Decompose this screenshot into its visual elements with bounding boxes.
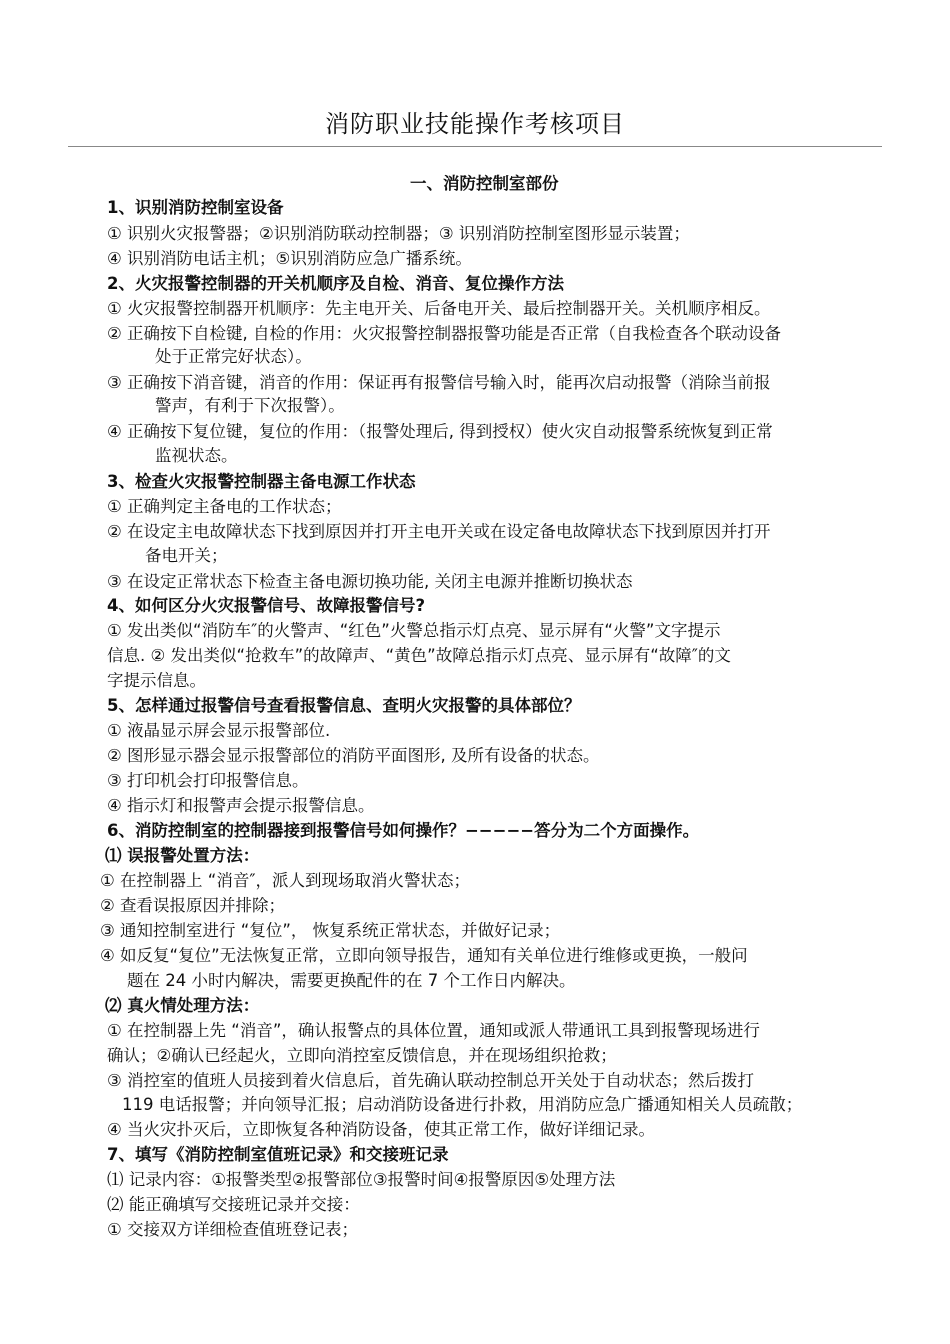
title-divider [68, 146, 882, 147]
text-line: ① 在控制器上 “消音″，派人到现场取消火警状态； [100, 871, 470, 890]
text-line: 119 电话报警；并向领导汇报；启动消防设备进行扑救，用消防应急广播通知相关人员疏散； [122, 1095, 803, 1114]
text-line: ② 查看误报原因并排除； [100, 896, 286, 915]
text-line: ④ 当火灾扑灭后，立即恢复各种消防设备，使其正常工作，做好详细记录。 [107, 1120, 656, 1139]
text-line: ⑵ 能正确填写交接班记录并交接： [107, 1195, 360, 1214]
section-heading: 3、检查火灾报警控制器主备电源工作状态 [107, 472, 416, 491]
document-title: 消防职业技能操作考核项目 [325, 110, 625, 138]
text-line: 字提示信息。 [107, 671, 206, 690]
text-line: ① 正确判定主备电的工作状态； [107, 497, 342, 516]
text-line: ① 液晶显示屏会显示报警部位. [107, 721, 331, 740]
text-line: 处于正常完好状态）。 [155, 347, 312, 366]
section-heading: 1、识别消防控制室设备 [107, 198, 284, 217]
text-line: ④ 如反复“复位”无法恢复正常，立即向领导报告，通知有关单位进行维修或更换，一般问 [100, 946, 748, 965]
text-line: ① 识别火灾报警器；②识别消防联动控制器；③ 识别消防控制室图形显示装置； [107, 224, 690, 243]
text-line: 警声，有利于下次报警）。 [155, 396, 345, 415]
text-line: ② 正确按下自检键, 自检的作用：火灾报警控制器报警功能是否正常（自我检查各个联动设备 [107, 324, 782, 343]
section-heading: 4、如何区分火灾报警信号、故障报警信号? [107, 596, 426, 615]
text-line: ③ 消控室的值班人员接到着火信息后，首先确认联动控制总开关处于自动状态；然后拨打 [107, 1071, 755, 1090]
section-heading: 一、消防控制室部份 [410, 174, 559, 193]
text-line: ① 火灾报警控制器开机顺序：先主电开关、后备电开关、最后控制器开关。关机顺序相反。 [107, 299, 771, 318]
section-heading: 7、填写《消防控制室值班记录》和交接班记录 [107, 1145, 449, 1164]
text-line: ① 交接双方详细检查值班登记表； [107, 1220, 359, 1239]
text-line: ④ 识别消防电话主机；⑤识别消防应急广播系统。 [107, 249, 472, 268]
section-heading: ⑴ 误报警处置方法： [105, 846, 260, 865]
text-line: 监视状态。 [155, 446, 238, 465]
text-line: ② 图形显示器会显示报警部位的消防平面图形, 及所有设备的状态。 [107, 746, 600, 765]
section-heading: 6、消防控制室的控制器接到报警信号如何操作？−−−−−答分为二个方面操作。 [107, 821, 700, 840]
text-line: 题在 24 小时内解决，需要更换配件的在 7 个工作日内解决。 [127, 971, 576, 990]
text-line: 信息. ② 发出类似“抢救车”的故障声、“黄色”故障总指示灯点亮、显示屏有“故障″的文 [107, 646, 731, 665]
text-line: 备电开关； [145, 546, 228, 565]
text-line: ③ 在设定正常状态下检查主备电源切换功能, 关闭主电源并推断切换状态 [107, 572, 633, 591]
text-line: ④ 正确按下复位键，复位的作用：（报警处理后, 得到授权）使火灾自动报警系统恢复到正常 [107, 422, 773, 441]
section-heading: ⑵ 真火情处理方法： [105, 996, 260, 1015]
text-line: ② 在设定主电故障状态下找到原因并打开主电开关或在设定备电故障状态下找到原因并打开 [107, 522, 771, 541]
text-line: 确认；②确认已经起火，立即向消控室反馈信息，并在现场组织抢救； [107, 1046, 617, 1065]
text-line: ⑴ 记录内容：①报警类型②报警部位③报警时间④报警原因⑤处理方法 [107, 1170, 616, 1189]
section-heading: 2、火灾报警控制器的开关机顺序及自检、消音、复位操作方法 [107, 274, 564, 293]
text-line: ④ 指示灯和报警声会提示报警信息。 [107, 796, 375, 815]
section-heading: 5、怎样通过报警信号查看报警信息、查明火灾报警的具体部位？ [107, 696, 581, 715]
text-line: ③ 通知控制室进行 “复位”， 恢复系统正常状态，并做好记录； [100, 921, 561, 940]
text-line: ① 发出类似“消防车″的火警声、“红色”火警总指示灯点亮、显示屏有“火警”文字提示 [107, 621, 721, 640]
text-line: ① 在控制器上先 “消音”，确认报警点的具体位置，通知或派人带通讯工具到报警现场进行 [107, 1021, 760, 1040]
text-line: ③ 正确按下消音键，消音的作用：保证再有报警信号输入时，能再次启动报警（消除当前报 [107, 373, 771, 392]
text-line: ③ 打印机会打印报警信息。 [107, 771, 309, 790]
